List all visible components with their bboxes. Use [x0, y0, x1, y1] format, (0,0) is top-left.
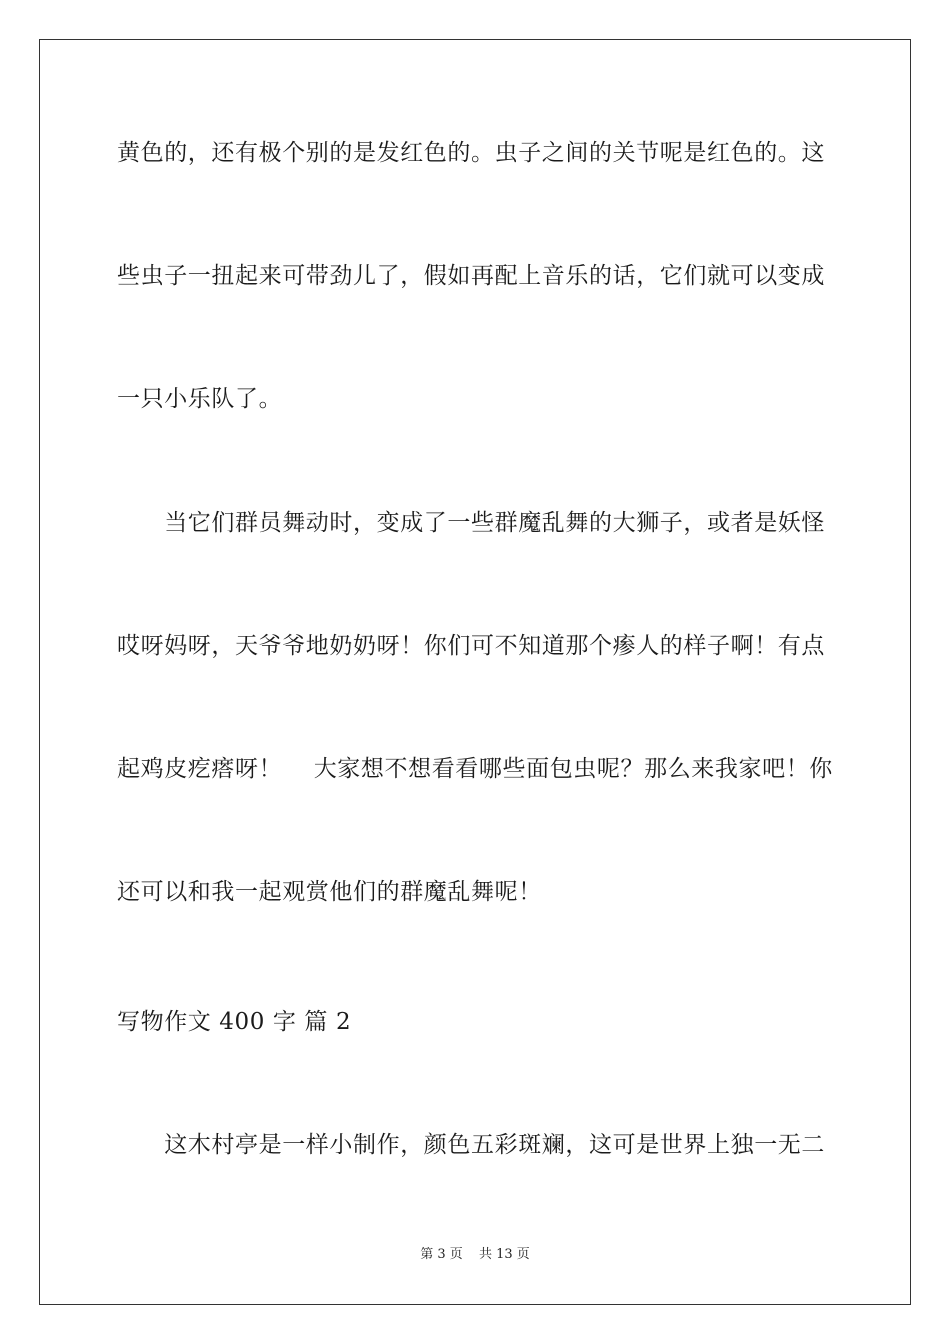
- body-line: 些虫子一扭起来可带劲儿了，假如再配上音乐的话，它们就可以变成: [117, 263, 825, 289]
- page-number: 第 3 页: [420, 1247, 463, 1262]
- body-line: 哎呀妈呀，天爷爷地奶奶呀！你们可不知道那个瘆人的样子啊！有点: [117, 633, 825, 659]
- body-line: 一只小乐队了。: [117, 386, 283, 412]
- body-line: 黄色的，还有极个别的是发红色的。虫子之间的关节呢是红色的。这: [117, 140, 825, 166]
- body-line: 这木村亭是一样小制作，颜色五彩斑斓，这可是世界上独一无二: [117, 1132, 825, 1158]
- body-line: 当它们群员舞动时，变成了一些群魔乱舞的大狮子，或者是妖怪: [117, 510, 825, 536]
- page-footer: [0, 1246, 950, 1264]
- section-heading: 写物作文 400 字 篇 2: [117, 1009, 352, 1035]
- body-line: 还可以和我一起观赏他们的群魔乱舞呢！: [117, 879, 542, 905]
- body-line: 起鸡皮疙瘩呀！ 大家想不想看看哪些面包虫呢？那么来我家吧！你: [117, 756, 833, 782]
- page-total: 共 13 页: [478, 1247, 530, 1262]
- page-border: [39, 39, 911, 1305]
